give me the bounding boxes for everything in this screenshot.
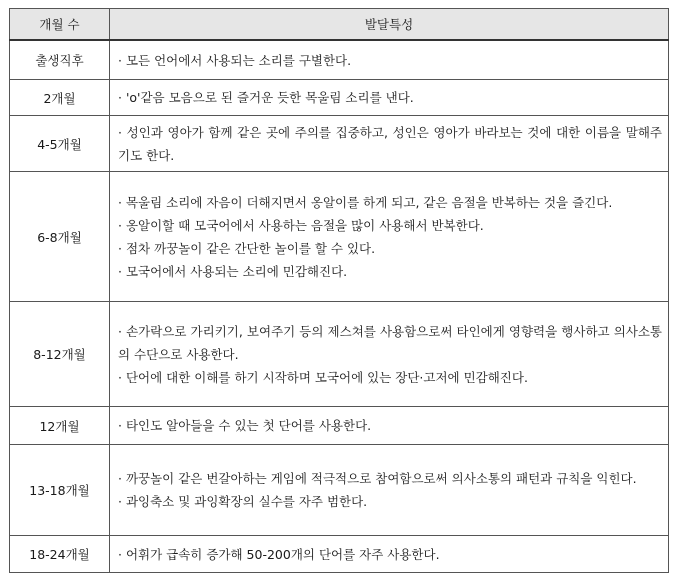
traits-cell bbox=[110, 536, 669, 573]
age-cell: 6-8개월 bbox=[10, 172, 110, 302]
traits-cell bbox=[110, 80, 669, 116]
table-row bbox=[10, 536, 669, 573]
language-development-table bbox=[9, 8, 669, 573]
trait-item: · 단어에 대한 이해를 하기 시작하며 모국어에 있는 장단·고저에 민감해진다. bbox=[118, 369, 528, 385]
table-row bbox=[10, 172, 669, 302]
header-traits: 발달특성 bbox=[110, 9, 669, 41]
table-row bbox=[10, 80, 669, 116]
development-table-container bbox=[9, 8, 669, 573]
table-row bbox=[10, 40, 669, 80]
trait-item: · 어휘가 급속히 증가해 50-200개의 단어를 자주 사용한다. bbox=[118, 546, 440, 562]
trait-item: · 옹알이할 때 모국어에서 사용하는 음절을 많이 사용해서 반복한다. bbox=[118, 217, 484, 233]
trait-item: · 타인도 알아들을 수 있는 첫 단어를 사용한다. bbox=[118, 418, 372, 433]
trait-item: · 과잉축소 및 과잉확장의 실수를 자주 범한다. bbox=[118, 494, 368, 509]
trait-item: · 까꿍놀이 같은 번갈아하는 게임에 적극적으로 참여함으로써 의사소통의 패턴과 규칙을 익힌다. bbox=[118, 471, 637, 486]
table-row bbox=[10, 407, 669, 445]
traits-cell bbox=[110, 40, 669, 80]
age-cell: 4-5개월 bbox=[10, 116, 110, 172]
trait-item: · 손가락으로 가리키기, 보여주기 등의 제스쳐를 사용함으로써 타인에게 영향력을 행사하고 의사소통의 수단으로 사용한다. bbox=[118, 323, 662, 362]
trait-item: · 목울림 소리에 자음이 더해지면서 옹알이를 하게 되고, 같은 음절을 반복하는 것을 즐긴다. bbox=[118, 194, 613, 210]
traits-cell bbox=[110, 445, 669, 536]
traits-cell bbox=[110, 302, 669, 407]
trait-item: · 성인과 영아가 함께 같은 곳에 주의를 집중하고, 성인은 영아가 바라보는 것에 대한 이름을 말해주기도 한다. bbox=[118, 124, 662, 163]
table-row bbox=[10, 116, 669, 172]
traits-cell bbox=[110, 172, 669, 302]
traits-cell bbox=[110, 116, 669, 172]
trait-item: · 모든 언어에서 사용되는 소리를 구별한다. bbox=[118, 52, 352, 68]
header-age: 개월 수 bbox=[10, 9, 110, 41]
trait-item: · 모국어에서 사용되는 소리에 민감해진다. bbox=[118, 263, 348, 279]
age-cell: 18-24개월 bbox=[10, 536, 110, 573]
age-cell: 13-18개월 bbox=[10, 445, 110, 536]
age-cell: 2개월 bbox=[10, 80, 110, 116]
age-cell: 8-12개월 bbox=[10, 302, 110, 407]
traits-cell bbox=[110, 407, 669, 445]
header-row bbox=[10, 9, 669, 41]
table-row bbox=[10, 302, 669, 407]
age-cell: 출생직후 bbox=[10, 40, 110, 80]
trait-item: · 점차 까꿍놀이 같은 간단한 놀이를 할 수 있다. bbox=[118, 240, 376, 256]
age-cell: 12개월 bbox=[10, 407, 110, 445]
table-row bbox=[10, 445, 669, 536]
trait-item: · 'o'같음 모음으로 된 즐거운 듯한 목울림 소리를 낸다. bbox=[118, 90, 414, 105]
